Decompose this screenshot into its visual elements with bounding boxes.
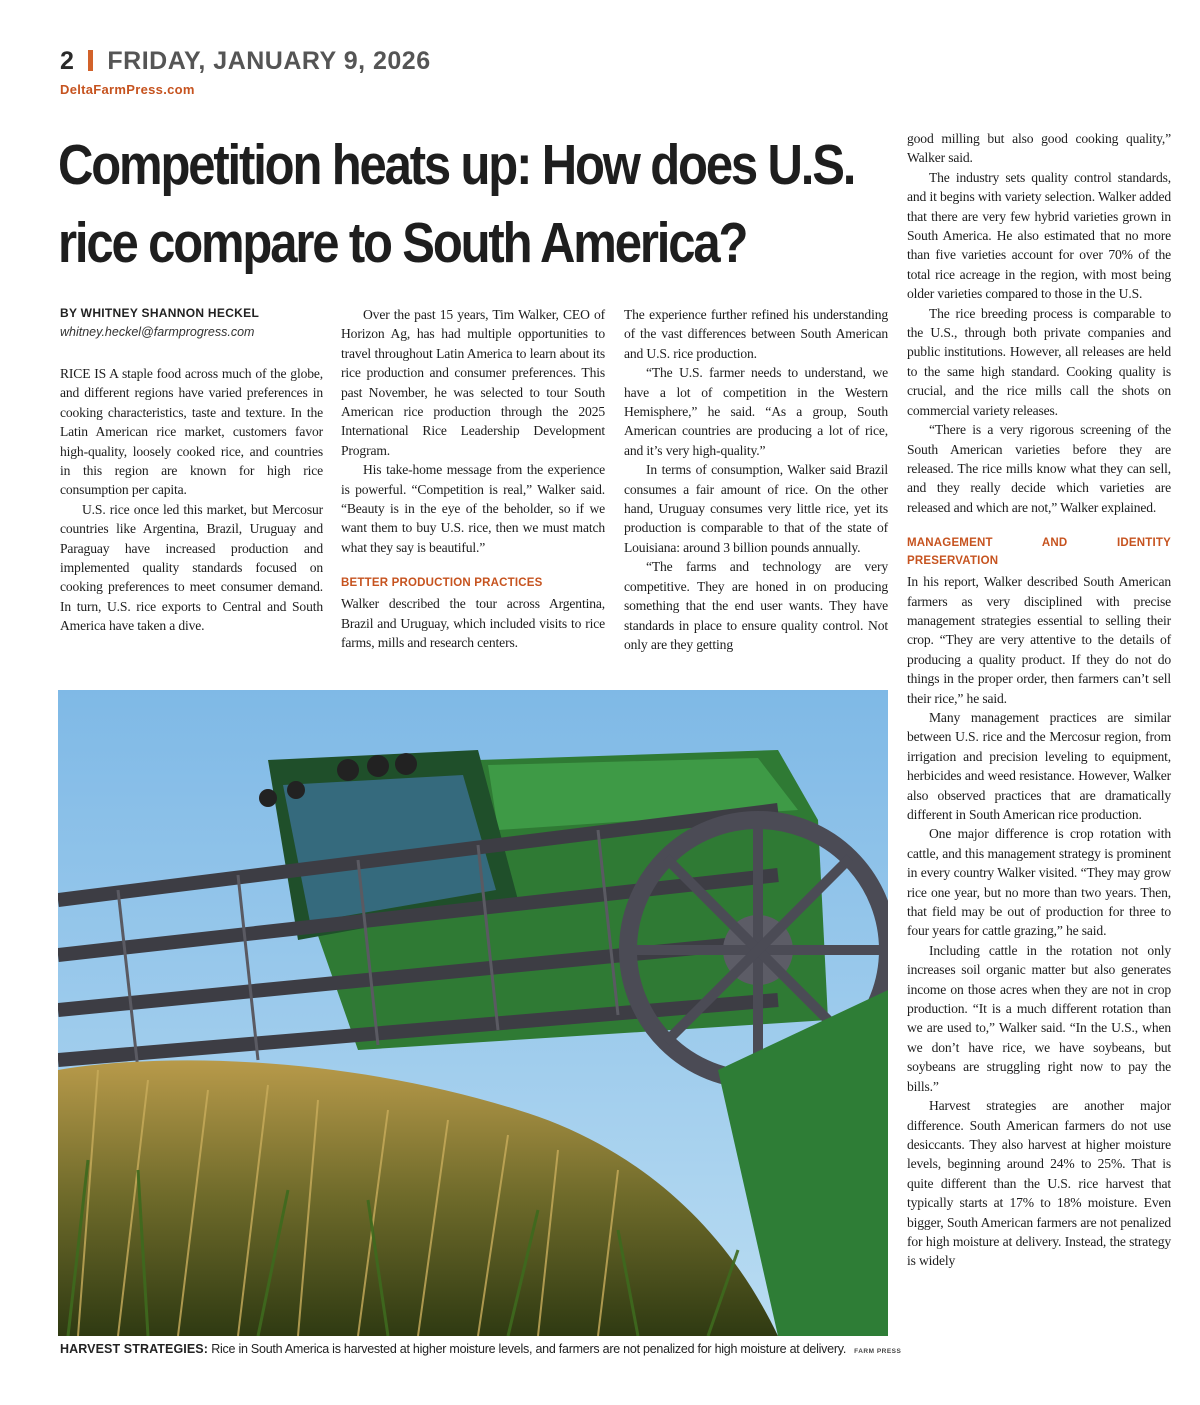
paragraph: Harvest strategies are another major difference. South American farmers do not use desiccants. They also harvest at higher moisture levels, beginning around 24% to 25%. That is quite different than the U.S. rice harvest that typically starts at 17% to 18% moisture. Even bigger, South American farmers are not penalized for high moisture at delivery. Instead, the strategy is widely [907, 1098, 1171, 1269]
folio-divider [88, 50, 93, 71]
paragraph: The rice breeding process is comparable to the U.S., through both private companies and public institutions. However, all releases are held to the same high standard. Cooking quality is crucial, and the rice mills call the shots on commercial variety releases. [907, 305, 1171, 418]
site-url[interactable]: DeltaFarmPress.com [60, 82, 195, 97]
paragraph: Many management practices are similar between U.S. rice and the Mercosur region, from irrigation and precision leveling to equipment, herbicides and weed resistance. However, Walker also observed practices that are dramatically different in South American rice production. [907, 709, 1171, 822]
paragraph: “The U.S. farmer needs to understand, we have a lot of competition in the Western Hemisphere,” he said. “As a group, South American countries are producing a lot of rice, and it’s very high-quality.” [624, 365, 888, 458]
column-2 [341, 305, 605, 653]
paragraph: “There is a very rigorous screening of the South American varieties before they are released. The rice mills know what they can sell, and they really decide which varieties are released and which are not,” Walker explained. [907, 422, 1171, 515]
page-number: 2 [60, 47, 75, 75]
headline: Competition heats up: How does U.S. rice compare to South America? [58, 133, 855, 275]
subhead-management: MANAGEMENT AND IDENTITY PRESERVATION [907, 537, 1171, 568]
paragraph: good milling but also good cooking quality,” Walker said. [907, 131, 1171, 166]
issue-date: FRIDAY, JANUARY 9, 2026 [107, 47, 431, 75]
author-email[interactable]: whitney.heckel@farmprogress.com [60, 325, 255, 339]
paragraph: Walker described the tour across Argentina, Brazil and Uruguay, which included visits to rice farms, mills and research centers. [341, 596, 605, 651]
photo-caption [60, 1342, 902, 1356]
subhead-better-production: BETTER PRODUCTION PRACTICES [341, 577, 543, 590]
caption-text: Rice in South America is harvested at higher moisture levels, and farmers are not penalized for high moisture at delivery. [211, 1342, 847, 1356]
paragraph: U.S. rice once led this market, but Mercosur countries like Argentina, Brazil, Uruguay and Paraguay have increased production and implemented quality standards focused on cooking preferences to meet consumer demand. In turn, U.S. rice exports to Central and South America have taken a dive. [60, 501, 323, 634]
photo-credit: FARM PRESS [854, 1348, 902, 1355]
combine-harvester-photo [58, 690, 888, 1336]
paragraph: RICE IS A staple food across much of the globe, and different regions have varied preferences in cooking characteristics, taste and texture. In the Latin American rice market, customers favor high-quality, loosely cooked rice, and countries in this region are known for high rice consumption per capita. [60, 366, 323, 498]
page-folio [60, 46, 431, 76]
paragraph: His take-home message from the experience is powerful. “Competition is real,” Walker said. “Beauty is in the eye of the beholder, so if we want them to buy U.S. rice, then we must match what they say is beautiful.” [341, 462, 605, 555]
byline: BY WHITNEY SHANNON HECKEL [60, 306, 260, 320]
paragraph: The experience further refined his understanding of the vast differences between South American and U.S. rice production. [624, 307, 888, 361]
column-4 [907, 129, 1171, 1271]
paragraph: Including cattle in the rotation not only increases soil organic matter but also generates income on those acres when they are not in crop production. “It is a much different rotation than we are used to,” Walker said. “In the U.S., when we don’t have rice, we have soybeans, but soybeans are struggling right now to pay the bills.” [907, 942, 1171, 1094]
paragraph: Over the past 15 years, Tim Walker, CEO of Horizon Ag, has had multiple opportunities to travel throughout Latin America to learn about its rice production and consumer preferences. This past November, he was selected to tour South American rice production through the 2025 International Rice Leadership Development Program. [341, 307, 605, 458]
paragraph: In terms of consumption, Walker said Brazil consumes a fair amount of rice. On the other hand, Uruguay consumes very little rice, yet its production is comparable to that of the state of Louisiana: around 3 billion pounds annually. [624, 462, 888, 555]
paragraph: The industry sets quality control standards, and it begins with variety selection. Walker added that there are very few hybrid varieties grown in South America. He also estimated that no more than five varieties account for over 70% of the total rice acreage in the region, with most being older varieties compared to those in the U.S. [907, 169, 1171, 302]
column-1 [60, 364, 323, 636]
paragraph: One major difference is crop rotation with cattle, and this management strategy is prominent in every country Walker visited. “They may grow rice one year, but no more than two years. Then, that field may be out of production for three to four years for cattle grazing,” he said. [907, 826, 1171, 939]
paragraph: In his report, Walker described South American farmers as very disciplined with precise management strategies essential to selling their crop. “They are very attentive to the details of producing a quality product. If they do not do things in the proper order, then farmers can’t sell their rice,” he said. [907, 574, 1171, 706]
column-3 [624, 305, 888, 654]
paragraph: “The farms and technology are very competitive. They are honed in on producing something that the end user wants. They have standards in place to ensure quality control. Not only are they getting [624, 559, 888, 652]
combine-illustration [58, 690, 888, 1336]
caption-lead: HARVEST STRATEGIES: [60, 1342, 208, 1356]
